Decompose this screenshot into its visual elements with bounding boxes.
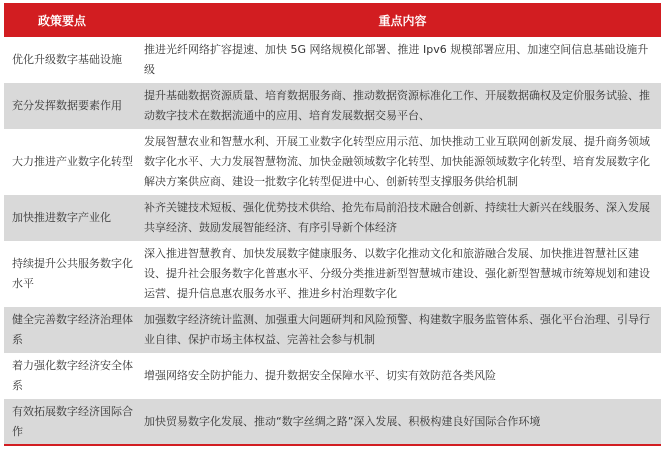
key-content-cell: 发展智慧农业和智慧水利、开展工业数字化转型应用示范、加快推动工业互联网创新发展、提升商务领域数字化水平、大力发展智慧物流、加快金融领域数字化转型、加快能源领域数字化转型、培育发展数字化解决方案供应商、建设一批数字化转型促进中心、创新转型支撑服务供给机制 — [144, 129, 661, 195]
policy-point-cell: 健全完善数字经济治理体系 — [4, 307, 144, 353]
policy-point-cell: 着力强化数字经济安全体系 — [4, 353, 144, 399]
table-row — [4, 353, 661, 399]
header-key-content: 重点内容 — [144, 3, 661, 37]
key-content-cell: 深入推进智慧教育、加快发展数字健康服务、以数字化推动文化和旅游融合发展、加快推进智慧社区建设、提升社会服务数字化普惠水平、分级分类推进新型智慧城市建设、强化新型智慧城市统筹规划和建设运营、提升信息惠农服务水平、推进乡村治理数字化 — [144, 241, 661, 307]
table-header — [4, 3, 661, 37]
key-content-cell: 补齐关键技术短板、强化优势技术供给、抢先布局前沿技术融合创新、持续壮大新兴在线服务、深入发展共享经济、鼓励发展智能经济、有序引导新个体经济 — [144, 195, 661, 241]
key-content-cell: 增强网络安全防护能力、提升数据安全保障水平、切实有效防范各类风险 — [144, 353, 661, 399]
table-row — [4, 83, 661, 129]
policy-point-cell: 充分发挥数据要素作用 — [4, 83, 144, 129]
key-content-cell: 加强数字经济统计监测、加强重大问题研判和风险预警、构建数字服务监管体系、强化平台治理、引导行业自律、保护市场主体权益、完善社会参与机制 — [144, 307, 661, 353]
policy-point-cell: 有效拓展数字经济国际合作 — [4, 399, 144, 445]
table-row — [4, 399, 661, 445]
table-row — [4, 195, 661, 241]
table-row — [4, 129, 661, 195]
policy-table — [4, 3, 661, 446]
table-body — [4, 37, 661, 445]
policy-point-cell: 优化升级数字基础设施 — [4, 37, 144, 83]
key-content-cell: 加快贸易数字化发展、推动“数字丝绸之路”深入发展、积极构建良好国际合作环境 — [144, 399, 661, 445]
policy-point-cell: 大力推进产业数字化转型 — [4, 129, 144, 195]
table-row — [4, 307, 661, 353]
table-row — [4, 241, 661, 307]
policy-point-cell: 持续提升公共服务数字化水平 — [4, 241, 144, 307]
header-row — [4, 3, 661, 37]
header-policy-points: 政策要点 — [4, 3, 144, 37]
key-content-cell: 提升基础数据资源质量、培育数据服务商、推动数据资源标准化工作、开展数据确权及定价服务试验、推动数字技术在数据流通中的应用、培育发展数据交易平台、 — [144, 83, 661, 129]
key-content-cell: 推进光纤网络扩容提速、加快 5G 网络规模化部署、推进 Ipv6 规模部署应用、加速空间信息基础设施升级 — [144, 37, 661, 83]
table-row — [4, 37, 661, 83]
policy-point-cell: 加快推进数字产业化 — [4, 195, 144, 241]
